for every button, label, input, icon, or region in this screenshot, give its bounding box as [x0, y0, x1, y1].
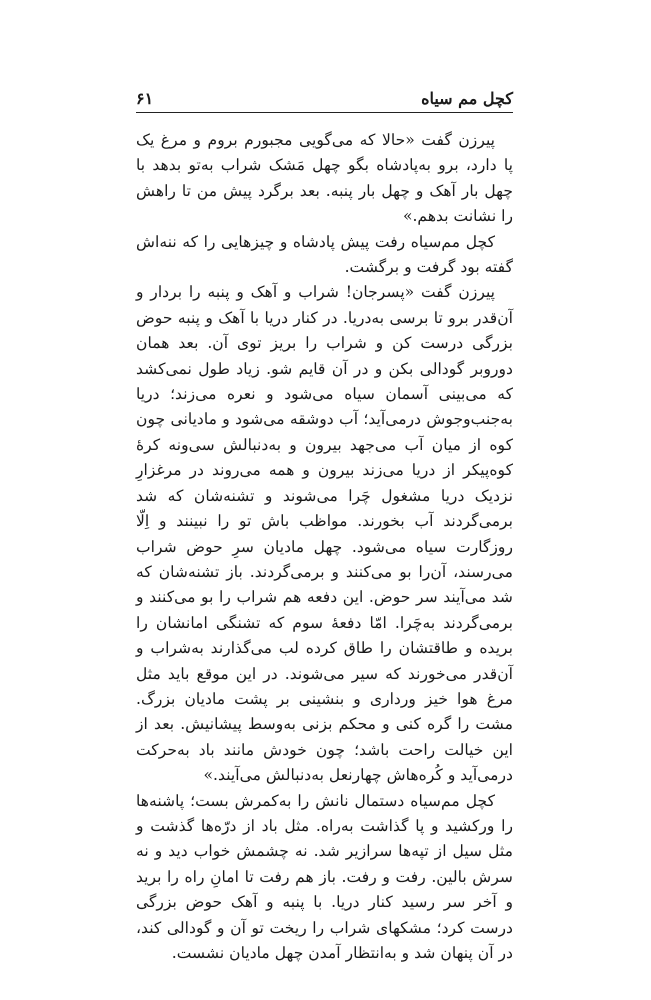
paragraph-3: پیرزن گفت «پسرجان! شراب و آهک و پنبه را بردار و آن‌قدر برو تا برسی به‌دریا. در کنار دریا با آهک و پنبه حوض بزرگی درست کن و شراب را بریز توی آن. بعد همان دوروبر گودالی بکن و در آن قایم شو. زیاد طول نمی‌کشد که می‌بینی آسمان سیاه می‌شود و نعره می‌زند؛ دریا به‌جنب‌وجوش درمی‌آید؛ آب دوشقه می‌شود و مادیانی چون کوه از میان آب می‌جهد بیرون و به‌دنبالش سی‌ونه کرهٔ کوه‌پیکر از دریا می‌زند بیرون و همه می‌روند در مرغزارِ نزدیک دریا مشغول چَرا می‌شوند و تشنه‌شان که شد برمی‌گردند آب بخورند. مواظب باش تو را نبینند و اِلّا روزگارت سیاه می‌شود. چهل مادیان سرِ حوض شراب می‌رسند، آن‌را بو می‌کنند و برمی‌گردند. باز تشنه‌شان که شد می‌آیند سر حوض. این دفعه هم شراب را بو می‌کنند و برمی‌گردند به‌چَرا. امّا دفعهٔ سوم که تشنگی امانشان را بریده و طاقتشان را طاق کرده لب می‌گذارند به‌شراب و آن‌قدر می‌خورند که سیر می‌شوند. در این موقع باید مثل مرغ هوا خیز ورداری و بنشینی بر پشت مادیان بزرگ. مشت را گره کنی و محکم بزنی به‌وسط پیشانیش. بعد از این خیالت راحت باشد؛ چون خودش مانند باد به‌حرکت درمی‌آید و کُره‌هاش چهارنعل به‌دنبالش می‌آیند.»	[136, 283, 513, 785]
running-header	[136, 82, 513, 108]
page-number: ۶۱	[136, 89, 154, 108]
paragraph-1: پیرزن گفت «حالا که می‌گویی مجبورم بروم و مرغ یک پا دارد، برو به‌پادشاه بگو چهل مَشک شراب به‌تو بدهد با چهل بار آهک و چهل بار پنبه. بعد برگرد پیش من تا راهش را نشانت بدهم.»	[136, 131, 513, 226]
paragraph-4: کچل مم‌سیاه دستمال نانش را به‌کمرش بست؛ پاشنه‌ها را ورکشید و پا گذاشت به‌راه. مثل باد از درّه‌ها گذشت و مثل سیل از تپه‌ها سرازیر شد. نه چشمش خواب دید و نه سرش بالین. رفت و رفت. باز هم رفت تا امانِ راه را برید و آخر سر رسید کنار دریا. با پنبه و آهک حوض بزرگی درست کرد؛ مشکهای شراب را ریخت تو آن و گودالی کند، در آن پنهان شد و به‌انتظار آمدن چهل مادیان نشست.	[136, 791, 513, 962]
header-divider	[136, 112, 513, 113]
body-text	[136, 128, 513, 966]
chapter-title: کچل مم سیاه	[421, 89, 513, 108]
paragraph-2: کچل مم‌سیاه رفت پیش پادشاه و چیزهایی را که ننه‌اش گفته بود گرفت و برگشت.	[136, 232, 513, 277]
